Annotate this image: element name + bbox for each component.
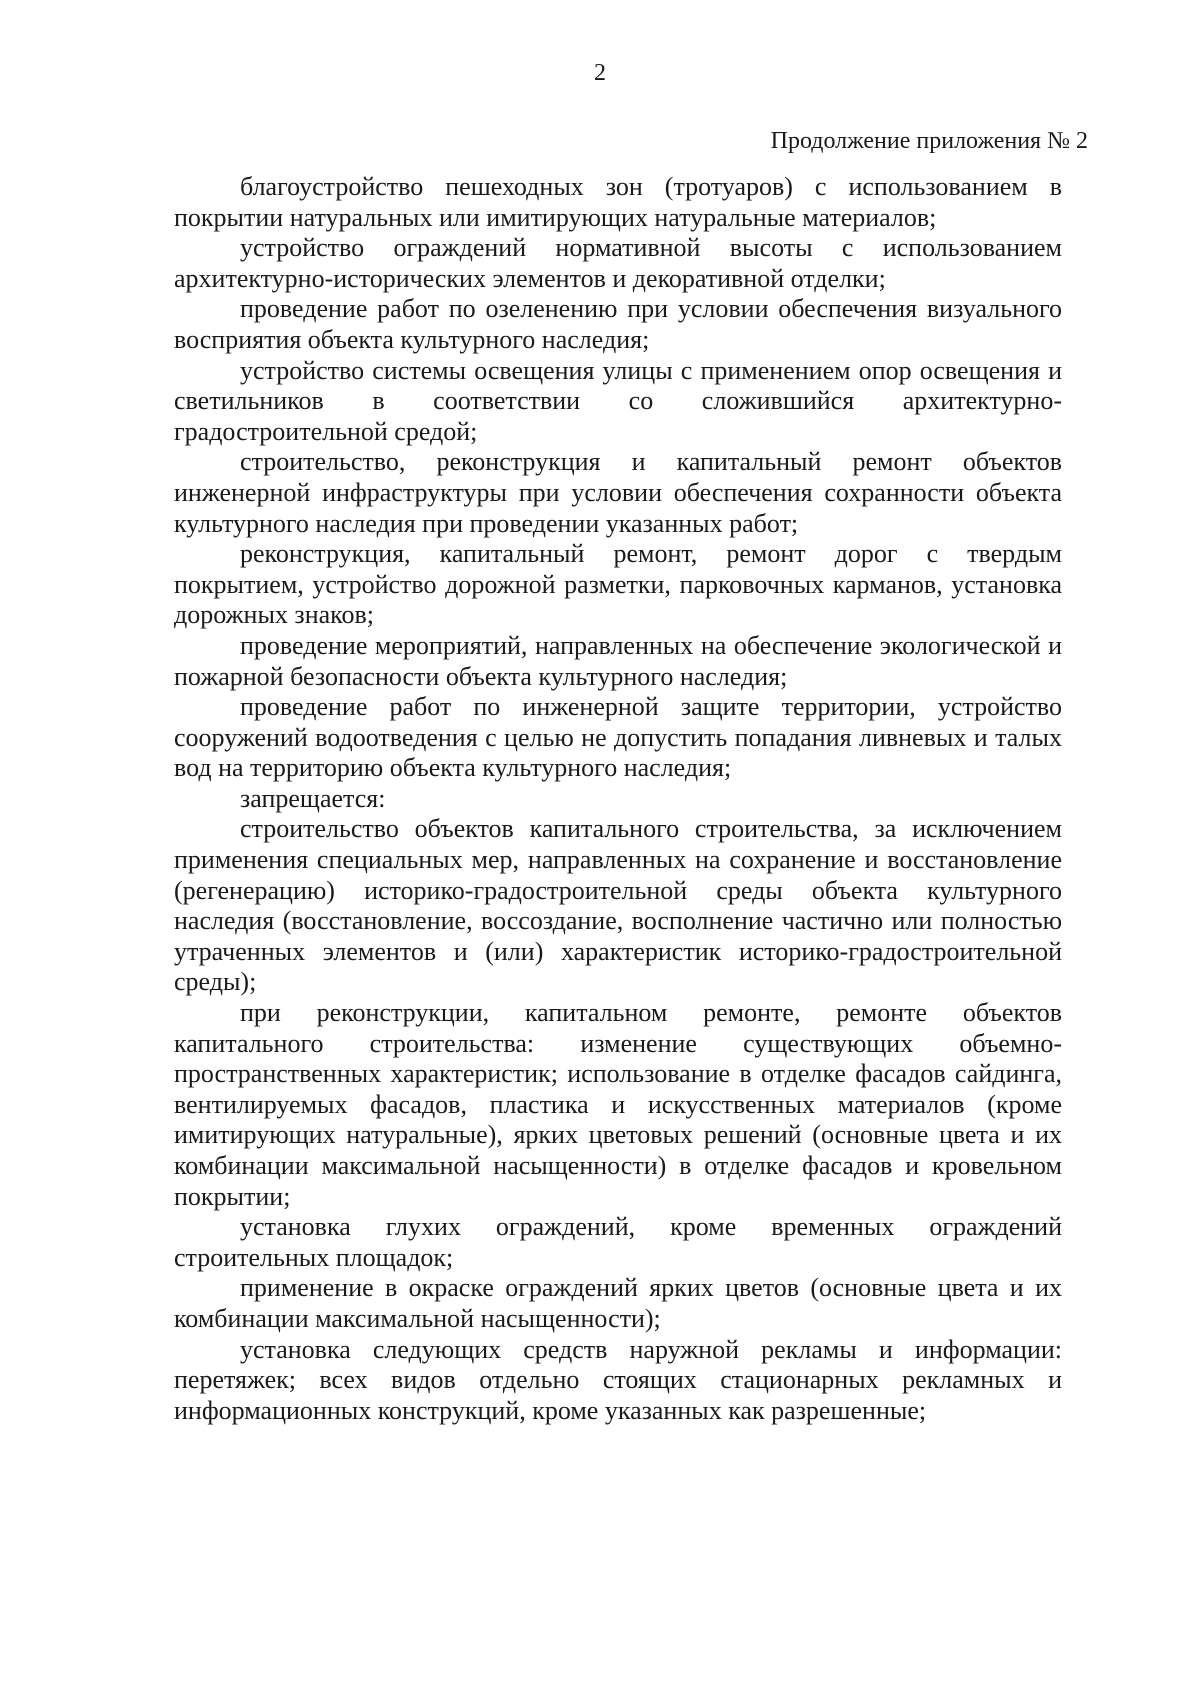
paragraph: строительство объектов капитального строительства, за исключением применения специальных мер, направленных на сохранение и восстановление (регенерацию) историко-градостроительной среды объекта культурного наследия (восстановление, воссоздание, восполнение частично или полностью утраченных элементов и (или) характеристик историко-градостроительной среды); [174,814,1062,997]
paragraph: проведение работ по озеленению при условии обеспечения визуального восприятия объекта культурного наследия; [174,294,1062,354]
document-body [174,172,1062,1426]
paragraph: установка следующих средств наружной рекламы и информации: перетяжек; всех видов отдельно стоящих стационарных рекламных и информационных конструкций, кроме указанных как разрешенные; [174,1334,1062,1425]
paragraph: реконструкция, капитальный ремонт, ремонт дорог с твердым покрытием, устройство дорожной разметки, парковочных карманов, установка дорожных знаков; [174,539,1062,630]
paragraph: благоустройство пешеходных зон (тротуаров) с использованием в покрытии натуральных или имитирующих натуральные материалов; [174,172,1062,232]
paragraph: устройство системы освещения улицы с применением опор освещения и светильников в соответствии со сложившийся архитектурно-градостроительной средой; [174,355,1062,446]
paragraph: проведение мероприятий, направленных на обеспечение экологической и пожарной безопасности объекта культурного наследия; [174,630,1062,691]
appendix-continuation-label: Продолжение приложения № 2 [770,128,1088,154]
paragraph: установка глухих ограждений, кроме временных ограждений строительных площадок; [174,1212,1062,1272]
paragraph: строительство, реконструкция и капитальный ремонт объектов инженерной инфраструктуры при условии обеспечения сохранности объекта культурного наследия при проведении указанных работ; [174,447,1062,538]
paragraph: устройство ограждений нормативной высоты с использованием архитектурно-исторических элементов и декоративной отделки; [174,233,1062,293]
prohibited-heading: запрещается: [240,783,386,813]
page-number: 2 [594,60,606,86]
paragraph: при реконструкции, капитальном ремонте, ремонте объектов капитального строительства: изменение существующих объемно-пространственных характеристик; использование в отделке фасадов сайдинга, вентилируемых фасадов, пластика и искусственных материалов (кроме имитирующих натуральные), ярких цветовых решений (основные цвета и их комбинации максимальной насыщенности) в отделке фасадов и кровельном покрытии; [174,998,1062,1211]
paragraph: проведение работ по инженерной защите территории, устройство сооружений водоотведения с целью не допустить попадания ливневых и талых вод на территорию объекта культурного наследия; [174,692,1062,783]
paragraph: применение в окраске ограждений ярких цветов (основные цвета и их комбинации максимальной насыщенности); [174,1273,1062,1333]
